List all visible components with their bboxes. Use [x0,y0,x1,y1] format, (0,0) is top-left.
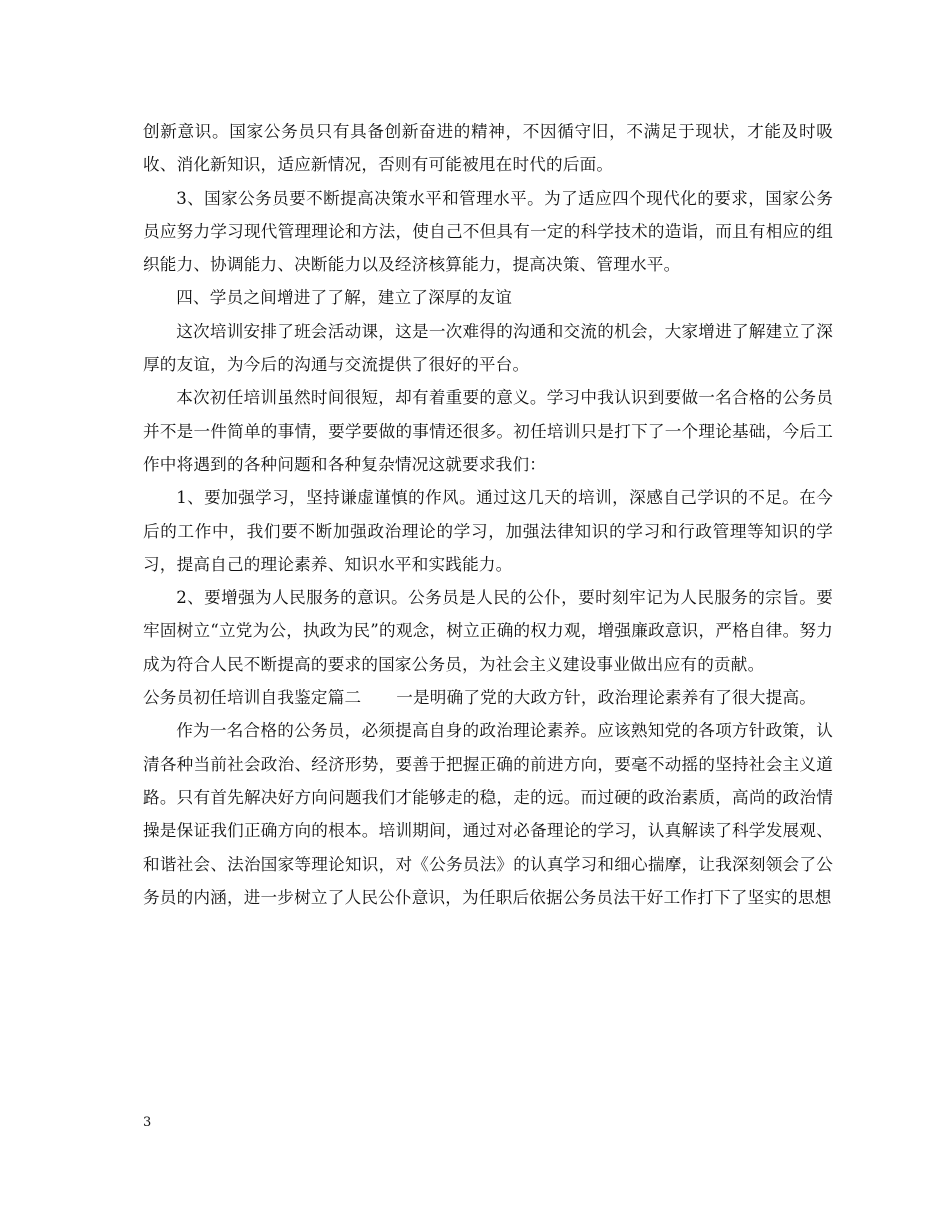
page-number: 3 [143,1115,152,1130]
section-heading-lead: 一是明确了党的大政方针，政治理论素养有了很大提高。 [396,688,817,708]
paragraph-7: 作为一名合格的公务员，必须提高自身的政治理论素养。应该熟知党的各项方针政策，认清各种当前社会政治、经济形势，要善于把握正确的前进方向，要毫不动摇的坚持社会主义道路。只有首先解决好方向问题我们才能够走的稳，走的远。而过硬的政治素质，高尚的政治情操是保证我们正确方向的根本。培训期间，通过对必备理论的学习，认真解读了科学发展观、和谐社会、法治国家等理论知识，对《公务员法》的认真学习和细心揣摩，让我深刻领会了公务员的内涵，进一步树立了人民公仆意识，为任职后依据公务员法干好工作打下了坚实的思想 [143,721,833,907]
paragraph-4: 本次初任培训虽然时间很短，却有着重要的意义。学习中我认识到要做一名合格的公务员并不是一件简单的事情，要学要做的事情还很多。初任培训只是打下了一个理论基础，今后工作中将遇到的各种问题和各种复杂情况这就要求我们： [143,388,833,474]
paragraph-3: 这次培训安排了班会活动课，这是一次难得的沟通和交流的机会，大家增进了解建立了深厚的友谊，为今后的沟通与交流提供了很好的平台。 [143,321,833,375]
section-four-heading: 四、学员之间增进了了解，建立了深厚的友谊 [176,288,513,308]
paragraph-6: 2、要增强为人民服务的意识。公务员是人民的公仆，要时刻牢记为人民服务的宗旨。要牢固树立“立党为公，执政为民”的观念，树立正确的权力观，增强廉政意识，严格自律。努力成为符合人民不断提高的要求的国家公务员，为社会主义建设事业做出应有的贡献。 [143,588,833,674]
section-heading-title: 公务员初任培训自我鉴定篇二 [143,688,362,708]
section-heading-line [143,681,833,714]
paragraph-1: 创新意识。国家公务员只有具备创新奋进的精神，不因循守旧，不满足于现状，才能及时吸收、消化新知识，适应新情况，否则有可能被甩在时代的后面。 [143,122,833,175]
paragraph-5: 1、要加强学习，坚持谦虚谨慎的作风。通过这几天的培训，深感自己学识的不足。在今后的工作中，我们要不断加强政治理论的学习，加强法律知识的学习和行政管理等知识的学习，提高自己的理论素养、知识水平和实践能力。 [143,488,833,574]
paragraph-2: 3、国家公务员要不断提高决策水平和管理水平。为了适应四个现代化的要求，国家公务员应努力学习现代管理理论和方法，使自己不但具有一定的科学技术的造诣，而且有相应的组织能力、协调能力、决断能力以及经济核算能力，提高决策、管理水平。 [143,188,833,275]
document-body [143,115,833,914]
